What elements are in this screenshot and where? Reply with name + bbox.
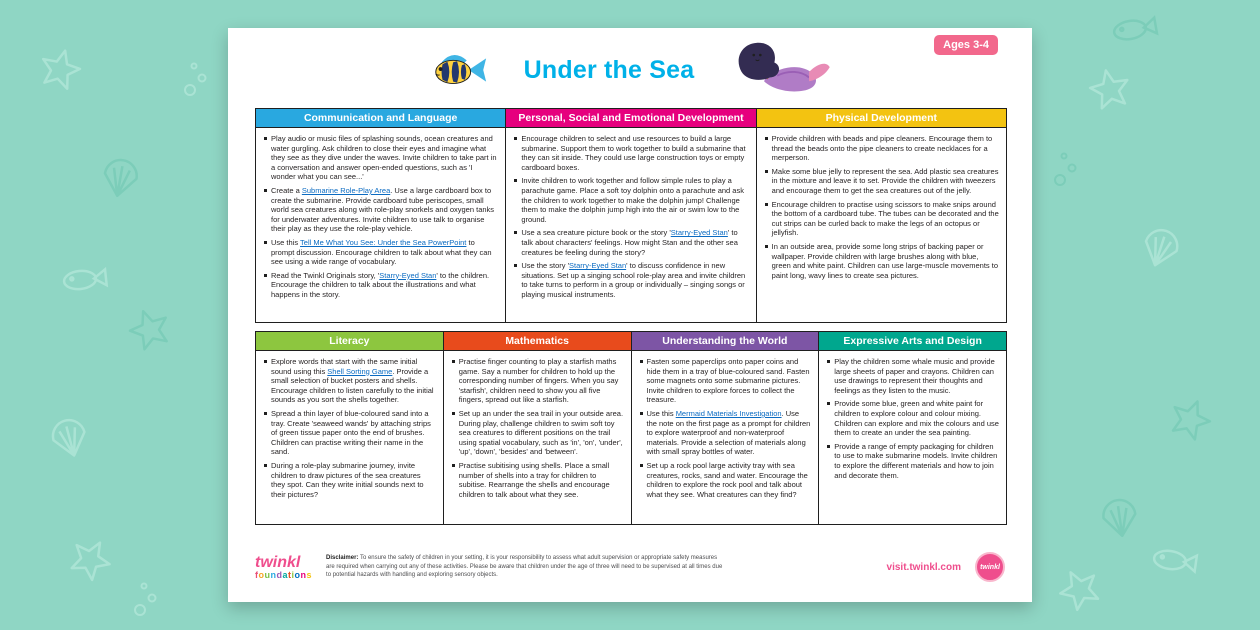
activity-item: In an outside area, provide some long strips of backing paper or wallpaper. Provide children with large brushes along with blue, green and white paint. Children can use large-muscle movements to paint long, wavy lines to create sea pictures. <box>764 242 999 280</box>
logo-foundations: foundations <box>255 569 313 580</box>
section-understanding-the-world <box>631 331 820 525</box>
activity-item: Invite children to work together and follow simple rules to play a parachute game. Place a soft toy dolphin onto a parachute and ask the children to work together to make the dolphin jump! Challenge them to make the dolphin jump high into the air or swim low to the ground. <box>513 176 748 224</box>
section-list <box>819 351 1006 490</box>
resource-link[interactable]: Mermaid Materials Investigation <box>675 408 782 418</box>
quality-badge-text: twinkl <box>980 563 1000 571</box>
activity-item: Practise subitising using shells. Place a small number of shells into a tray for children to subitise. Rearrange the shells and encourage children to talk about what they see. <box>451 461 624 499</box>
section-header: Understanding the World <box>632 332 819 351</box>
resource-link[interactable]: Starry-Eyed Stan <box>569 261 627 271</box>
section-list <box>757 128 1006 290</box>
section-header: Expressive Arts and Design <box>819 332 1006 351</box>
section-header: Literacy <box>256 332 443 351</box>
activity-item: Make some blue jelly to represent the sea. Add plastic sea creatures in the mixture and leave it to set. Provide the children with tweezers and encourage them to get the sea creatures out of the jelly. <box>764 167 999 196</box>
section-list <box>256 128 505 310</box>
section-header: Physical Development <box>757 109 1006 128</box>
activity-item: Provide some blue, green and white paint for children to explore colour and colour mixing. Children can explore and mix the colours and use them to create an under the sea painting. <box>826 399 999 437</box>
section-list <box>444 351 631 509</box>
disclaimer-text <box>326 554 726 579</box>
activity-item: Use a sea creature picture book or the story 'Starry-Eyed Stan' to talk about characters' feelings. How might Stan and the other sea creatures be feeling during the story? <box>513 228 748 257</box>
resource-link[interactable]: Tell Me What You See: Under the Sea PowerPoint <box>300 237 467 247</box>
activity-item: Explore words that start with the same initial sound using this Shell Sorting Game. Provide a small selection of bucket posters and shells. Encourage children to listen carefully to the initial sounds as you sort the shells together. <box>263 357 436 405</box>
page-header <box>228 36 1032 104</box>
section-header: Communication and Language <box>256 109 505 128</box>
activity-item: Provide a range of empty packaging for children to use to make submarine models. Invite children to explore the different materials and how to join and decorate them. <box>826 442 999 480</box>
section-header: Personal, Social and Emotional Development <box>506 109 755 128</box>
development-areas-row-2 <box>255 331 1007 525</box>
resource-link[interactable]: Starry-Eyed Stan <box>670 228 728 238</box>
activity-item: Set up an under the sea trail in your outside area. During play, challenge children to swim soft toy sea creatures to different positions on the trail using spatial vocabulary, such as 'in', 'on', 'under', 'up', 'down', 'besides' and 'between'. <box>451 409 624 457</box>
activity-item: Use this Tell Me What You See: Under the Sea PowerPoint to prompt discussion. Encourage children to talk about what they can see using a wide range of vocabulary. <box>263 238 498 267</box>
activity-item: Encourage children to select and use resources to build a large submarine. Support them to work together to build a submarine that they can sit inside. They could use large construction toys or empty cardboard boxes. <box>513 134 748 172</box>
activity-item: Encourage children to practise using scissors to make snips around the bottom of a cardboard tube. The tubes can be decorated and the cut strips can be curled back to make the legs of an octopus or jellyfish. <box>764 200 999 238</box>
disclaimer-body: To ensure the safety of children in your setting, it is your responsibility to assess what adult supervision or appropriate safety measures are required when carrying out any of these activities. Please be aware that children under the age of three will need to be supervised at all times due to potential hazards with handling and exploring sensory objects. <box>326 555 723 579</box>
twinkl-foundations-logo <box>255 555 312 580</box>
page-title: Under the Sea <box>523 55 695 84</box>
twinkl-quality-badge <box>975 552 1005 582</box>
activity-item: Play audio or music files of splashing sounds, ocean creatures and water gurgling. Ask children to close their eyes and imagine what they see as they dive under the waves. Invite children to take part in a conversation and answer open-ended questions, such as 'I wonder what you can see...' <box>263 134 498 182</box>
development-areas-row-1 <box>255 108 1007 323</box>
resource-link[interactable]: Starry-Eyed Stan <box>379 270 437 280</box>
activity-item: Use this Mermaid Materials Investigation. Use the note on the first page as a prompt for children to explore waterproof and non-waterproof materials. Provide a selection of materials along with small spray bottles of water. <box>639 409 812 457</box>
activity-item: During a role-play submarine journey, invite children to draw pictures of the sea creatures they spot. Can they write initial sounds next to their pictures? <box>263 461 436 499</box>
activity-item: Fasten some paperclips onto paper coins and hide them in a tray of blue-coloured sand. Fasten some magnets onto some submarine pictures. Invite children to explore forces to collect the treasure. <box>639 357 812 405</box>
resource-link[interactable]: Submarine Role-Play Area <box>301 185 391 195</box>
twinkl-logo-text: twinkl <box>255 553 301 571</box>
tropical-fish-icon <box>428 47 490 93</box>
section-list <box>506 128 755 310</box>
activity-item: Practise finger counting to play a starfish maths game. Say a number for children to hold up the corresponding number of fingers. When you say 'starfish', children need to show you all five fingers, spread out like a starfish. <box>451 357 624 405</box>
ages-badge: Ages 3-4 <box>934 35 998 55</box>
activity-item: Spread a thin layer of blue-coloured sand into a tray. Create 'seaweed wands' by attaching strips of green tissue paper onto the end of brushes. Children can practise writing their name in the sand. <box>263 409 436 457</box>
section-physical-development <box>756 108 1007 323</box>
resource-page <box>228 28 1032 602</box>
section-communication-and-language <box>255 108 506 323</box>
disclaimer-label: Disclaimer: <box>326 555 359 562</box>
section-personal-social-emotional <box>505 108 756 323</box>
activity-item: Create a Submarine Role-Play Area. Use a large cardboard box to create the submarine. Provide cardboard tube periscopes, small world sea creatures along with role-play snorkels and oxygen tanks for underwater adventures. Invite children to use talk to organise their play as they use the role-play vehicle. <box>263 186 498 234</box>
page-footer <box>255 546 1005 588</box>
activity-item: Provide children with beads and pipe cleaners. Encourage them to thread the beads onto the pipe cleaners to create necklaces for a merperson. <box>764 134 999 163</box>
section-expressive-arts-design <box>818 331 1007 525</box>
activity-item: Use the story 'Starry-Eyed Stan' to discuss confidence in new situations. Set up a singing school role-play area and invite children to take turns to perform in a group or individually – singing songs or playing musical instruments. <box>513 261 748 299</box>
resource-link[interactable]: Shell Sorting Game <box>327 366 393 376</box>
website-link[interactable]: visit.twinkl.com <box>886 561 961 573</box>
section-literacy <box>255 331 444 525</box>
section-list <box>632 351 819 509</box>
activity-item: Set up a rock pool large activity tray with sea creatures, rocks, sand and water. Encourage the children to explore the rock pool and talk about what they see. What creatures can they find? <box>639 461 812 499</box>
activity-item: Read the Twinkl Originals story, 'Starry-Eyed Stan' to the children. Encourage the children to talk about the illustrations and what happens in the story. <box>263 271 498 300</box>
section-mathematics <box>443 331 632 525</box>
mermaid-icon <box>728 40 832 100</box>
activity-item: Play the children some whale music and provide large sheets of paper and crayons. Children can use drawings to represent their thoughts and feelings as they listen to the music. <box>826 357 999 395</box>
section-header: Mathematics <box>444 332 631 351</box>
section-list <box>256 351 443 509</box>
